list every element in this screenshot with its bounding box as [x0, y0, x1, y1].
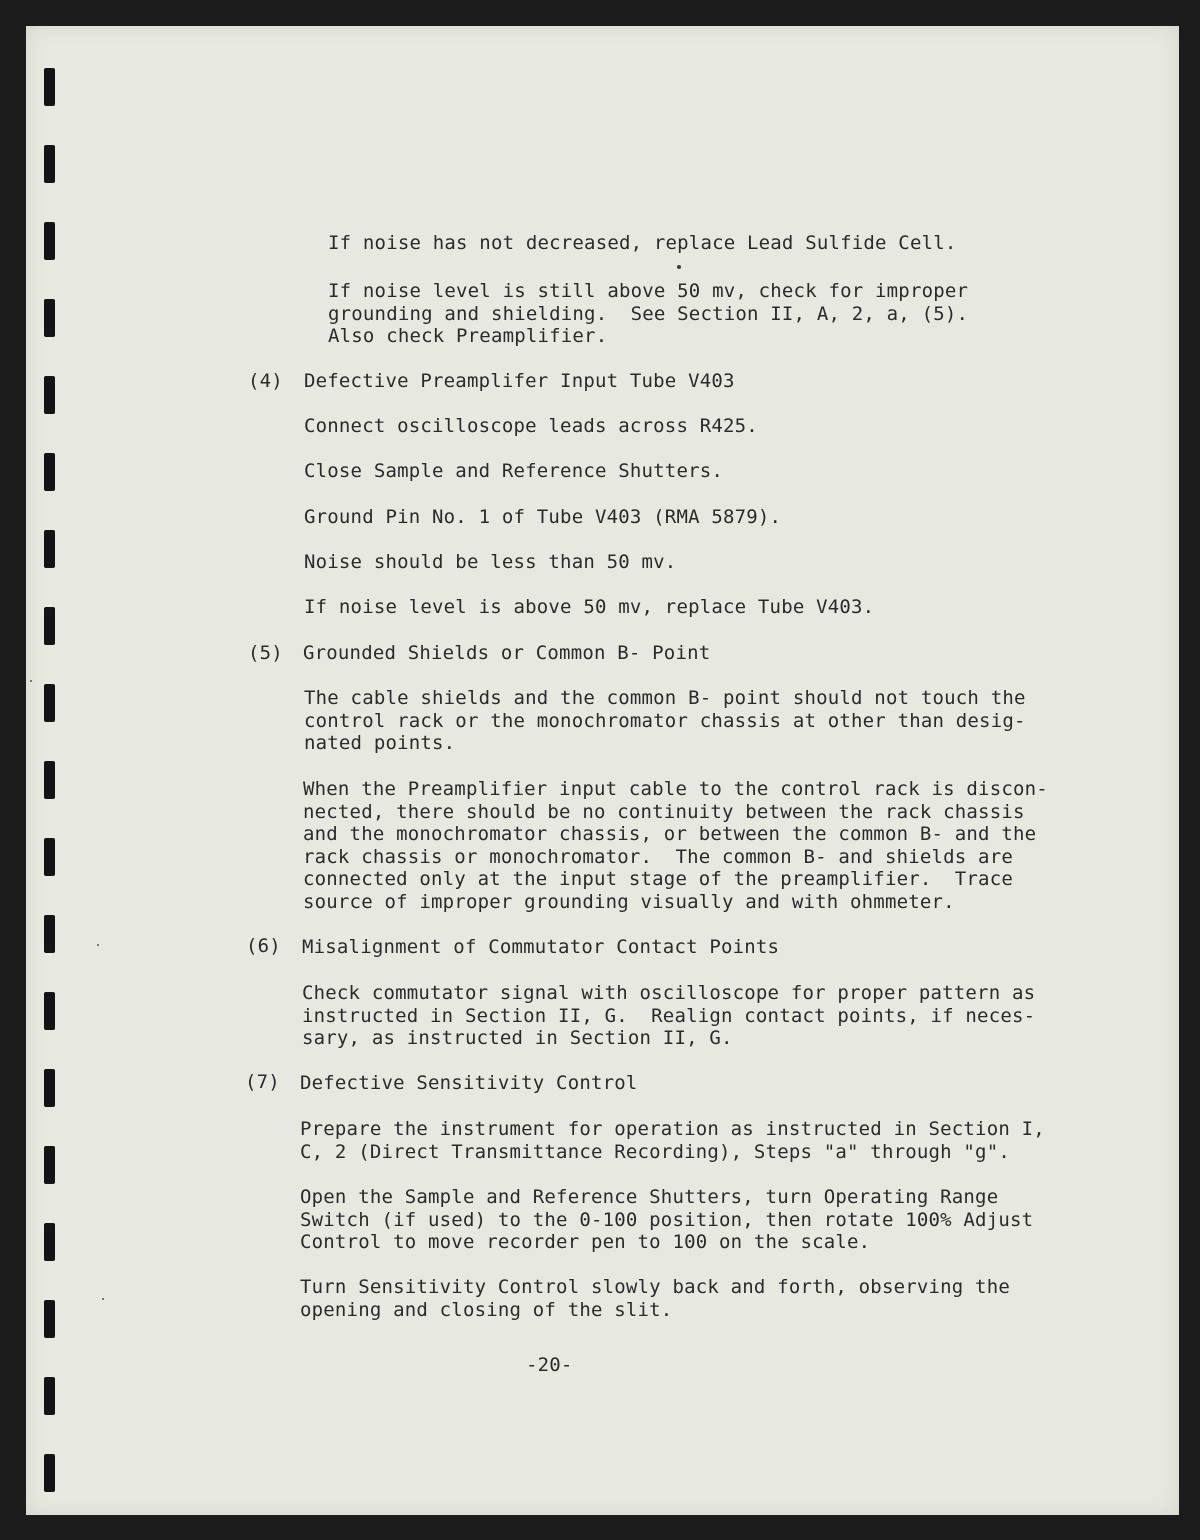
binder-hole	[44, 1300, 55, 1338]
page-number: -20-	[526, 1354, 573, 1376]
binder-hole	[44, 1377, 55, 1415]
paragraph-grounding-check: If noise level is still above 50 mv, check for improper grounding and shielding. See Section II, A, 2, a, (5). Also check Preamplifier.	[328, 280, 969, 347]
paper-speck	[102, 1298, 104, 1300]
paragraph-prepare-instrument: Prepare the instrument for operation as instructed in Section I, C, 2 (Direct Transmittance Recording), Steps "a" through "g".	[300, 1118, 1045, 1163]
binder-hole	[44, 453, 55, 491]
binder-hole	[44, 1069, 55, 1107]
paragraph-turn-sensitivity: Turn Sensitivity Control slowly back and forth, observing the opening and closing of the slit.	[300, 1276, 1010, 1321]
binder-hole	[44, 299, 55, 337]
paragraph-open-shutters: Open the Sample and Reference Shutters, turn Operating Range Switch (if used) to the 0-100 position, then rotate 100% Adjust Control to move recorder pen to 100 on the scale.	[300, 1186, 1034, 1253]
paragraph-lead-sulfide: If noise has not decreased, replace Lead Sulfide Cell.	[328, 232, 957, 254]
item-heading-7: Defective Sensitivity Control	[300, 1072, 638, 1094]
binder-hole	[44, 684, 55, 722]
paragraph-noise-limit: Noise should be less than 50 mv.	[304, 551, 677, 573]
binder-hole	[44, 761, 55, 799]
item-heading-4: Defective Preamplifer Input Tube V403	[304, 370, 735, 392]
paper-speck	[97, 944, 99, 946]
binder-hole	[44, 530, 55, 568]
binder-hole	[44, 145, 55, 183]
binder-hole	[44, 68, 55, 106]
paragraph-ground-pin: Ground Pin No. 1 of Tube V403 (RMA 5879).	[304, 506, 782, 528]
paragraph-connect-scope: Connect oscilloscope leads across R425.	[304, 415, 758, 437]
binder-hole	[44, 915, 55, 953]
item-number-7: (7)	[245, 1071, 280, 1093]
item-number-5: (5)	[248, 642, 283, 664]
paragraph-replace-tube: If noise level is above 50 mv, replace Tube V403.	[304, 596, 875, 618]
item-heading-6: Misalignment of Commutator Contact Points	[302, 936, 780, 958]
paper-speck	[30, 680, 32, 682]
binder-hole	[44, 376, 55, 414]
binder-hole	[44, 838, 55, 876]
binder-hole	[44, 1146, 55, 1184]
binder-hole	[44, 607, 55, 645]
paragraph-continuity: When the Preamplifier input cable to the control rack is discon- nected, there should be no continuity between the rack chassis and the monochromator chassis, or between the common B- and the rack chassis or monochromator. The common B- and shields are connected only at the input stage of the preamplifier. Trace source of improper grounding visually and with ohmmeter.	[303, 778, 1048, 913]
binder-hole	[44, 222, 55, 260]
item-heading-5: Grounded Shields or Common B- Point	[303, 642, 711, 664]
stray-mark	[677, 265, 681, 269]
item-number-4: (4)	[248, 370, 283, 392]
paragraph-commutator-signal: Check commutator signal with oscilloscope for proper pattern as instructed in Section II, G. Realign contact points, if neces- sary, as instructed in Section II, G.	[302, 982, 1036, 1049]
binder-hole	[44, 992, 55, 1030]
item-number-6: (6)	[246, 935, 281, 957]
binder-hole	[44, 1454, 55, 1492]
paragraph-close-shutters: Close Sample and Reference Shutters.	[304, 460, 724, 482]
binder-hole	[44, 1223, 55, 1261]
paragraph-cable-shields: The cable shields and the common B- point should not touch the control rack or the monochromator chassis at other than desig- nated points.	[304, 687, 1026, 754]
